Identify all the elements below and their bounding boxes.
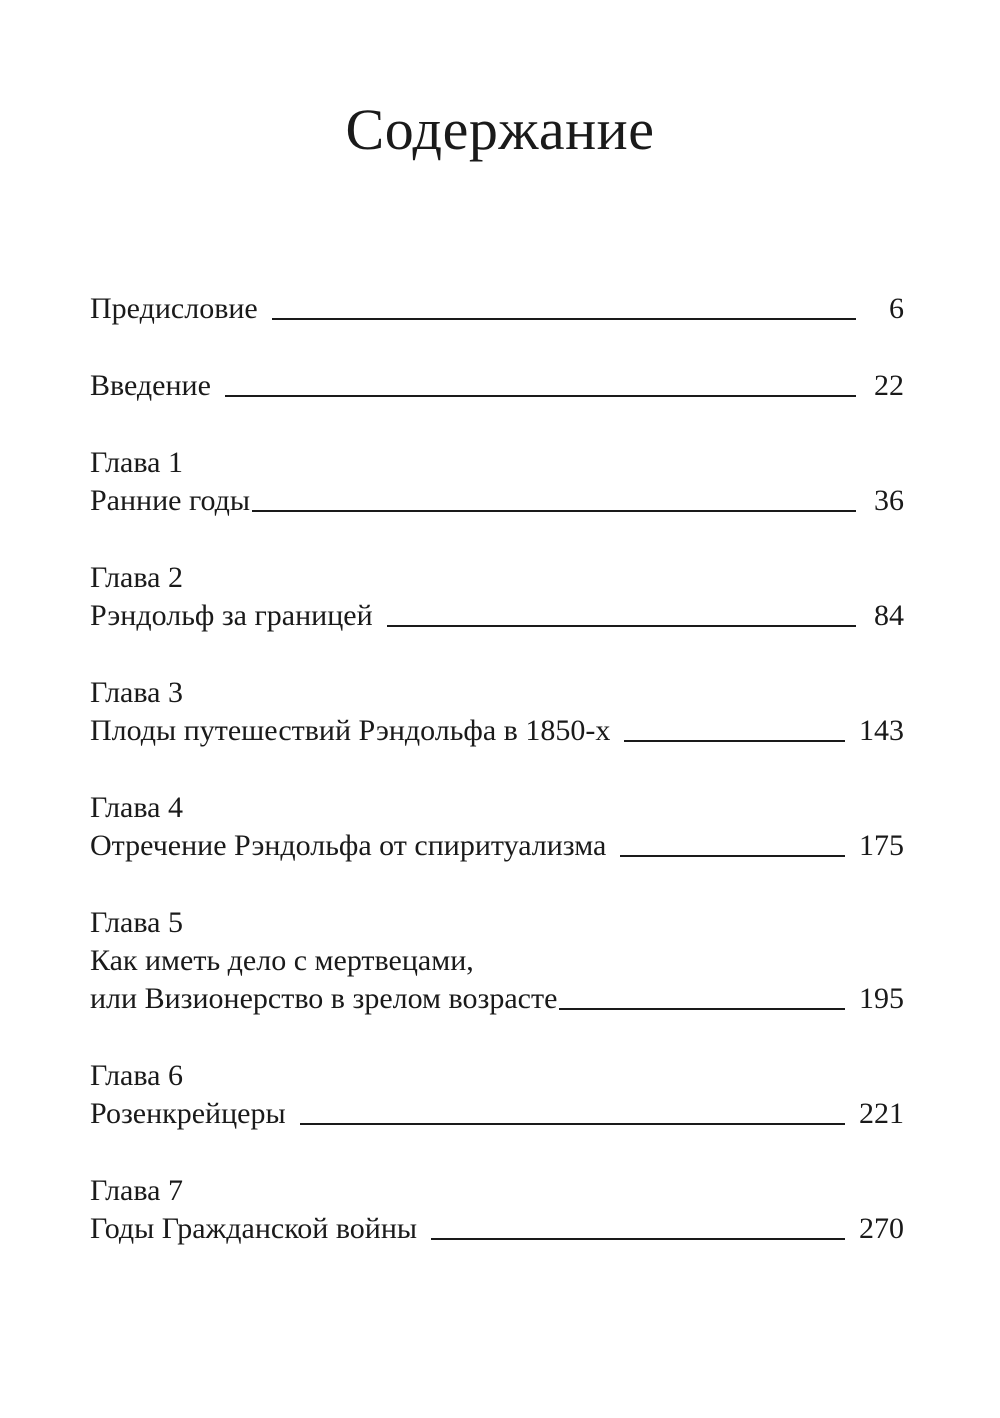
toc-entry-chapter-1	[90, 444, 904, 520]
toc-row	[90, 1210, 904, 1248]
toc-entry-chapter-5	[90, 904, 904, 1018]
entry-title: Введение	[90, 369, 211, 402]
entry-title-line-1: Как иметь дело с мертвецами,	[90, 944, 474, 977]
leader-line	[225, 395, 856, 397]
page-number: 143	[859, 714, 904, 747]
toc-entry-chapter-2	[90, 559, 904, 635]
chapter-label: Глава 2	[90, 561, 183, 594]
entry-title: Годы Гражданской войны	[90, 1212, 418, 1245]
chapter-label: Глава 5	[90, 906, 183, 939]
toc-row	[90, 1095, 904, 1133]
chapter-label: Глава 3	[90, 676, 183, 709]
toc-entry-preface	[90, 290, 904, 328]
leader-line	[620, 855, 845, 857]
toc-entry-chapter-4	[90, 789, 904, 865]
entry-title: или Визионерство в зрелом возрасте	[90, 982, 558, 1015]
leader-line	[559, 1008, 845, 1010]
entry-title: Плоды путешествий Рэндольфа в 1850-х	[90, 714, 611, 747]
chapter-label: Глава 4	[90, 791, 183, 824]
page-number: 36	[874, 484, 904, 517]
table-of-contents	[90, 290, 904, 1248]
toc-row	[90, 827, 904, 865]
chapter-label: Глава 7	[90, 1174, 183, 1207]
toc-row	[90, 367, 904, 405]
toc-row	[90, 597, 904, 635]
page-number: 195	[859, 982, 904, 1015]
entry-title: Предисловие	[90, 292, 258, 325]
toc-row	[90, 482, 904, 520]
toc-row	[90, 980, 904, 1018]
entry-title: Отречение Рэндольфа от спиритуализма	[90, 829, 607, 862]
toc-row	[90, 290, 904, 328]
toc-entry-chapter-6	[90, 1057, 904, 1133]
leader-line	[272, 318, 856, 320]
leader-line	[252, 510, 856, 512]
page-number: 6	[889, 292, 904, 325]
page-number: 22	[874, 369, 904, 402]
entry-title: Рэндольф за границей	[90, 599, 373, 632]
toc-row	[90, 712, 904, 750]
toc-entry-chapter-7	[90, 1172, 904, 1248]
leader-line	[300, 1123, 845, 1125]
toc-entry-chapter-3	[90, 674, 904, 750]
chapter-label: Глава 1	[90, 446, 183, 479]
chapter-label: Глава 6	[90, 1059, 183, 1092]
leader-line	[624, 740, 845, 742]
leader-line	[431, 1238, 845, 1240]
page-number: 221	[859, 1097, 904, 1130]
entry-title: Розенкрейцеры	[90, 1097, 286, 1130]
page-number: 84	[874, 599, 904, 632]
page-title: Содержание	[345, 97, 655, 162]
toc-entry-introduction	[90, 367, 904, 405]
page-number: 175	[859, 829, 904, 862]
entry-title: Ранние годы	[90, 484, 251, 517]
leader-line	[387, 625, 856, 627]
page-number: 270	[859, 1212, 904, 1245]
